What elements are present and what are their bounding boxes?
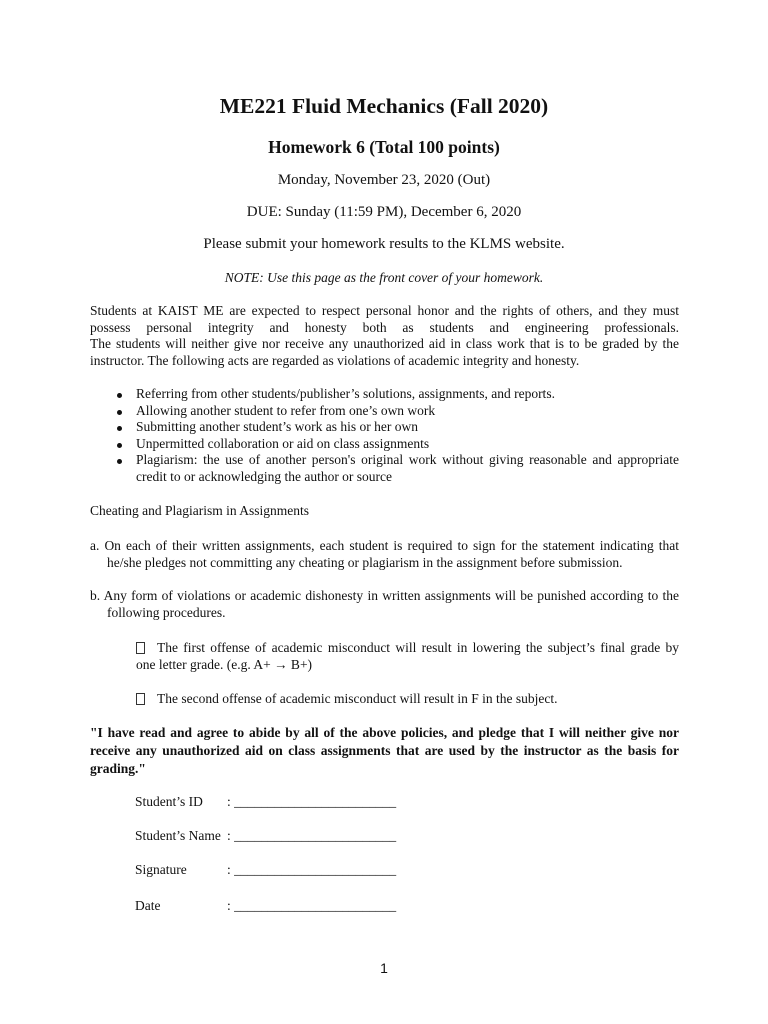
pledge-line: "I have read and agree to abide by all of the above policies, and pledge that I will neither give nor bbox=[90, 725, 679, 740]
field-label: Date bbox=[135, 898, 161, 913]
penalty-text: The second offense of academic misconduct will result in F in the subject. bbox=[157, 691, 558, 706]
bullet-icon bbox=[117, 426, 122, 431]
section-heading: Cheating and Plagiarism in Assignments bbox=[90, 503, 309, 518]
paragraph-line: Students at KAIST ME are expected to respect personal honor and the rights of others, and they must bbox=[90, 303, 679, 318]
penalty-first-offense bbox=[136, 640, 679, 673]
rule-marker: a. bbox=[90, 538, 100, 553]
list-item-text: Plagiarism: the use of another person's original work without giving reasonable and appropriate bbox=[136, 452, 679, 467]
rule-b bbox=[90, 588, 679, 621]
integrity-intro-paragraph bbox=[90, 303, 679, 369]
paragraph-line: possess personal integrity and honesty both as students and engineering professionals. bbox=[90, 319, 679, 335]
field-blank: ________________________ bbox=[234, 794, 397, 809]
list-item bbox=[117, 403, 679, 420]
field-blank: ________________________ bbox=[234, 862, 397, 877]
homework-title: Homework 6 (Total 100 points) bbox=[268, 137, 500, 157]
penalty-line bbox=[136, 691, 679, 708]
student-name-field bbox=[135, 828, 396, 845]
field-label: Student’s Name bbox=[135, 828, 221, 843]
course-title: ME221 Fluid Mechanics (Fall 2020) bbox=[219, 94, 549, 118]
rule-line bbox=[90, 538, 679, 555]
bullet-icon bbox=[117, 393, 122, 398]
rule-line: he/she pledges not committing any cheating or plagiarism in the assignment before submission. bbox=[107, 554, 623, 570]
penalty-second-offense bbox=[136, 691, 679, 708]
field-blank: ________________________ bbox=[234, 828, 397, 843]
list-item bbox=[117, 452, 679, 485]
field-separator: : bbox=[227, 828, 231, 843]
due-date: DUE: Sunday (11:59 PM), December 6, 2020 bbox=[246, 204, 522, 220]
list-item-text: Unpermitted collaboration or aid on class assignments bbox=[136, 435, 430, 451]
bullet-icon bbox=[117, 410, 122, 415]
submission-instruction: Please submit your homework results to the KLMS website. bbox=[203, 236, 565, 252]
rule-text: On each of their written assignments, each student is required to sign for the statement indicating that bbox=[104, 538, 680, 553]
penalty-text: The first offense of academic misconduct will result in lowering the subject’s final grade by bbox=[157, 640, 679, 655]
student-id-field bbox=[135, 794, 396, 811]
rule-marker: b. bbox=[90, 588, 101, 603]
rule-line: following procedures. bbox=[107, 604, 226, 620]
paragraph-line: The students will neither give nor receive any unauthorized aid in class work that is to be graded by the bbox=[90, 336, 679, 351]
field-label: Signature bbox=[135, 862, 187, 877]
list-item-text: credit to or acknowledging the author or source bbox=[136, 468, 393, 484]
field-blank: ________________________ bbox=[234, 898, 397, 913]
checkbox-icon bbox=[136, 693, 145, 705]
signature-field bbox=[135, 862, 396, 879]
list-item bbox=[117, 436, 679, 453]
honor-pledge bbox=[90, 724, 679, 778]
pledge-line: grading." bbox=[90, 761, 146, 776]
list-item-text: Submitting another student’s work as his or her own bbox=[136, 419, 418, 434]
cover-note: NOTE: Use this page as the front cover of your homework. bbox=[224, 270, 544, 285]
date-field bbox=[135, 898, 396, 915]
rule-a bbox=[90, 538, 679, 571]
list-item bbox=[117, 386, 679, 403]
field-label: Student’s ID bbox=[135, 794, 203, 809]
bullet-icon bbox=[117, 443, 122, 448]
paragraph-line: instructor. The following acts are regarded as violations of academic integrity and honesty. bbox=[90, 352, 580, 368]
violations-list bbox=[117, 386, 679, 485]
penalty-line bbox=[136, 640, 679, 657]
out-date: Monday, November 23, 2020 (Out) bbox=[277, 172, 491, 188]
checkbox-icon bbox=[136, 642, 145, 654]
pledge-line: receive any unauthorized aid on class assignments that are used by the instructor as the basis for bbox=[90, 743, 679, 758]
list-item-text: Allowing another student to refer from one’s own work bbox=[136, 402, 436, 418]
bullet-icon bbox=[117, 459, 122, 464]
field-separator: : bbox=[227, 794, 231, 809]
list-item bbox=[117, 419, 679, 436]
list-item-text: Referring from other students/publisher’s solutions, assignments, and reports. bbox=[136, 386, 555, 401]
field-separator: : bbox=[227, 862, 231, 877]
penalty-line: one letter grade. (e.g. A+ → B+) bbox=[136, 656, 313, 672]
page-number: 1 bbox=[380, 960, 388, 976]
rule-text: Any form of violations or academic dishonesty in written assignments will be punished according to the bbox=[103, 588, 679, 603]
field-separator: : bbox=[227, 898, 231, 913]
rule-line bbox=[90, 588, 679, 605]
